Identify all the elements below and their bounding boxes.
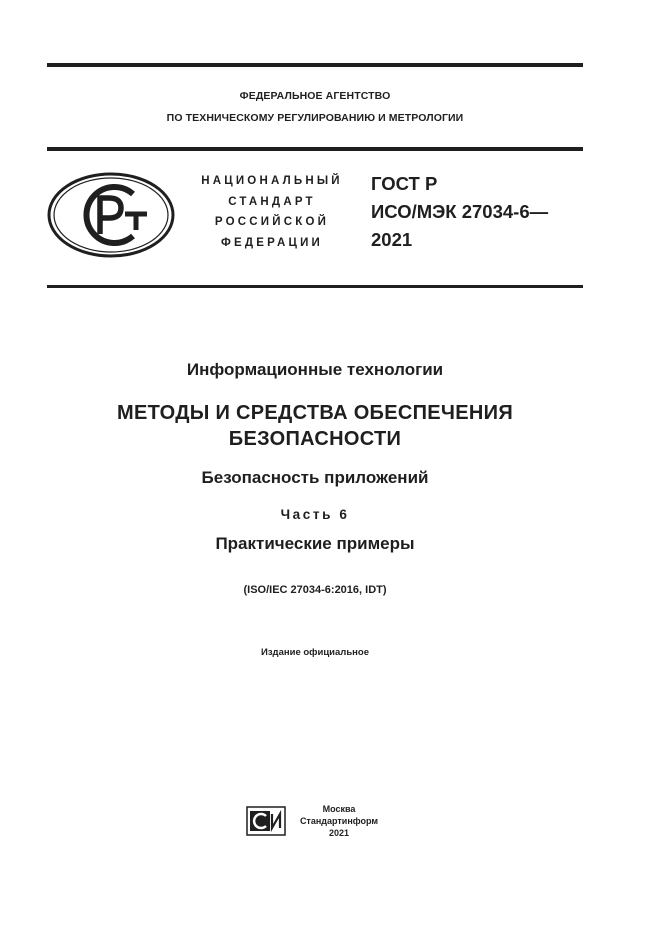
gost-r-certification-mark-icon xyxy=(47,172,175,258)
publisher-city: Москва xyxy=(322,804,356,814)
agency-line-1: ФЕДЕРАЛЬНОЕ АГЕНТСТВО xyxy=(239,90,391,102)
iso-reference: (ISO/IEC 27034-6:2016, IDT) xyxy=(243,584,387,596)
header-rule xyxy=(47,147,583,151)
publisher-block xyxy=(293,803,385,839)
standard-designation-line-1: ГОСТ Р xyxy=(371,173,438,194)
main-title-line-1: МЕТОДЫ И СРЕДСТВА ОБЕСПЕЧЕНИЯ xyxy=(116,402,514,424)
part-title: Практические примеры xyxy=(215,534,415,553)
national-standard-line-3: РОССИЙСКОЙ xyxy=(214,216,330,228)
main-title-line-2: БЕЗОПАСНОСТИ xyxy=(228,428,402,450)
main-title xyxy=(47,400,583,452)
field-title: Информационные технологии xyxy=(186,360,444,379)
agency-line-2: ПО ТЕХНИЧЕСКОМУ РЕГУЛИРОВАНИЮ И МЕТРОЛОГИИ xyxy=(166,112,464,124)
national-standard-line-2: СТАНДАРТ xyxy=(228,195,316,208)
national-standard-line-1: НАЦИОНАЛЬНЫЙ xyxy=(201,175,343,187)
publisher-name: Стандартинформ xyxy=(299,816,379,826)
national-standard-label xyxy=(188,171,356,253)
standard-designation xyxy=(371,170,548,254)
national-standard-line-4: ФЕДЕРАЦИИ xyxy=(220,236,324,249)
standartinform-logo-icon xyxy=(246,806,286,836)
standard-designation-line-3: 2021 xyxy=(371,229,413,250)
top-rule xyxy=(47,63,583,67)
title-block-rule xyxy=(47,285,583,288)
publisher-year: 2021 xyxy=(328,828,350,838)
edition-label: Издание официальное xyxy=(261,647,369,658)
subtitle: Безопасность приложений xyxy=(201,468,429,487)
standard-designation-line-2: ИСО/МЭК 27034-6— xyxy=(371,201,549,222)
part-number: Часть 6 xyxy=(280,507,350,522)
